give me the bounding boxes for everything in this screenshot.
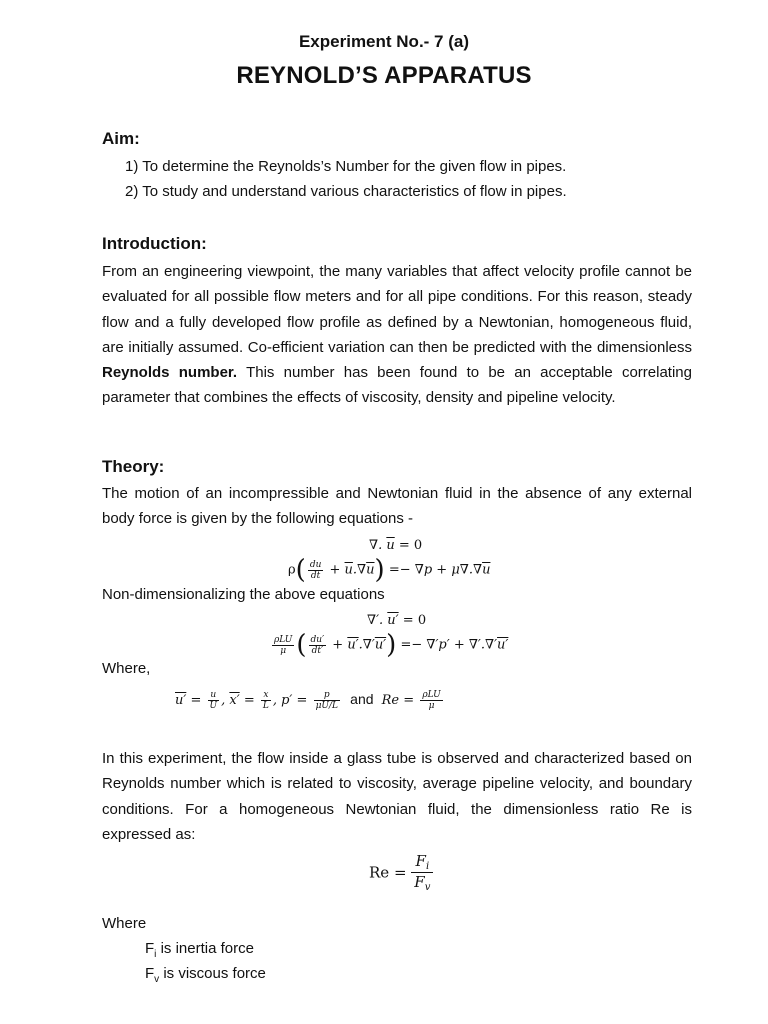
continuity-equation: ∇. $\overline{u} = 0$: [369, 538, 423, 553]
scaling-definitions: u′ = $\frac{u}{U}$ , x′ = $\frac{x}{L}$ , p′ = $\frac{p}{\mu U/L}$ and Re = $\frac{\text{ρLU}}{\mu}$: [175, 690, 441, 711]
aim-item-1: 1) To determine the Reynolds’s Number for the given flow in pipes.: [125, 158, 567, 175]
nondim-continuity-equation: ∇′. u′ = 0: [367, 613, 427, 628]
theory-heading: Theory:: [102, 457, 165, 476]
theory-paragraph-2: In this experiment, the flow inside a glass tube is observed and characterized based on Reynolds number which is related to viscosity, average pipeline velocity, and boundary conditions. For a homogeneous Newtonian fluid, the dimensionless ratio Re is expressed as:: [102, 750, 692, 843]
theory-paragraph-1: The motion of an incompressible and Newtonian fluid in the absence of any external body force is given by the following equations -: [102, 485, 692, 528]
def-text: is inertia force: [156, 940, 254, 957]
definition-inertia-force: [145, 940, 254, 960]
nondim-momentum-equation: $\frac{\text{ρLU}}{\mu}$ ( $\frac{du'}{dt'}$ + u′.∇′u′) =− ∇′p′ + ∇′.∇′u′: [274, 630, 509, 660]
reynolds-formula: Re = $\frac{F_i}{F_v}$: [369, 852, 433, 893]
page-title: REYNOLD’S APPARATUS: [236, 62, 532, 89]
definition-viscous-force: [145, 965, 266, 985]
intro-text-before: From an engineering viewpoint, the many variables that affect velocity profile cannot be evaluated for all possible flow meters and for all pipe conditions. For this reason, steady flow and a fully developed flow profile as defined by a Newtonian, homogeneous fluid, are initially assumed. Co-efficient variation can then be predicted with the dimensionless: [102, 263, 692, 356]
where2-label: Where: [102, 915, 147, 932]
experiment-number: Experiment No.- 7 (a): [298, 32, 470, 51]
aim-heading: Aim:: [102, 129, 140, 148]
def-text: is viscous force: [159, 965, 266, 982]
where-label: Where,: [102, 660, 151, 677]
nondim-label: Non-dimensionalizing the above equations: [102, 586, 385, 603]
introduction-paragraph: [102, 259, 692, 411]
def-symbol: F: [145, 940, 155, 957]
aim-item-2: 2) To study and understand various characteristics of flow in pipes.: [125, 183, 567, 200]
and-label: and: [350, 691, 374, 707]
intro-bold-term: Reynolds number.: [102, 364, 238, 382]
introduction-heading: Introduction:: [102, 234, 207, 253]
def-symbol: F: [145, 965, 155, 982]
momentum-equation: ρ( $\frac{du}{dt}$ + $\overline{u}.\nabla\overline{u}) =- \nabla p + \mu\nabla.\nabla\overline{u}$: [288, 555, 491, 585]
def-subscript: i: [154, 949, 157, 960]
def-subscript: v: [154, 974, 160, 985]
intro-text-after: This number has been found to be an acceptable correlating parameter that combines the effects of viscosity, density and pipeline velocity.: [102, 364, 692, 407]
